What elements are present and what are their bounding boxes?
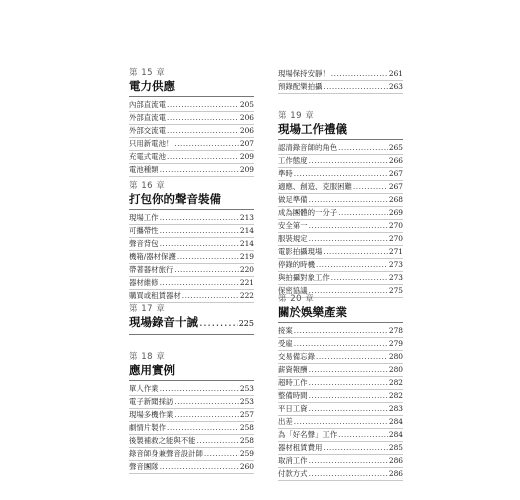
entry-label: 出差 xyxy=(278,417,293,426)
leader-dots xyxy=(353,181,388,193)
entry-label: 預錄配樂拍攝 xyxy=(278,82,323,91)
chapter-number: 第 15 章 xyxy=(129,68,166,78)
chapter-18 xyxy=(129,352,254,474)
entry-label: 外部交流電 xyxy=(129,126,166,135)
entry-label: 帶著器材旅行 xyxy=(129,265,174,274)
leader-dots xyxy=(309,455,388,467)
entry-label: 現場保持安靜！ xyxy=(278,69,330,78)
toc-entry[interactable] xyxy=(129,448,254,461)
chapter-number: 第 16 章 xyxy=(129,181,166,191)
chapter-number: 第 20 章 xyxy=(278,294,315,304)
entry-page: 282 xyxy=(388,378,403,387)
entry-label: 停錄的時機 xyxy=(278,260,315,269)
entry-page: 253 xyxy=(239,384,254,393)
toc-entry[interactable] xyxy=(129,212,254,225)
entry-page: 271 xyxy=(388,247,403,256)
entry-label: 器材維修 xyxy=(129,278,159,287)
toc-entry[interactable] xyxy=(278,416,403,429)
toc-entry[interactable] xyxy=(278,272,403,285)
leader-dots xyxy=(160,212,239,224)
entry-label: 聲音團隊 xyxy=(129,462,159,471)
leader-dots xyxy=(174,138,239,150)
entry-page: 206 xyxy=(239,126,254,135)
leader-dots xyxy=(294,416,388,428)
entry-page: 221 xyxy=(239,278,254,287)
entry-label: 取消工作 xyxy=(278,456,308,465)
entry-label: 單人作業 xyxy=(129,384,159,393)
toc-entry[interactable] xyxy=(278,246,403,259)
leader-dots xyxy=(309,194,388,206)
entry-page: 206 xyxy=(239,113,254,122)
entry-label: 只用新電池！ xyxy=(129,139,174,148)
chapter-title: 電力供應 xyxy=(129,79,254,97)
entry-page: 214 xyxy=(239,226,254,235)
toc-entry[interactable] xyxy=(278,142,403,155)
leader-dots xyxy=(174,396,239,408)
toc-entry[interactable] xyxy=(129,151,254,164)
chapter-title: 打包你的聲音裝備 xyxy=(129,192,254,210)
entry-label: 機箱/器材保護 xyxy=(129,252,176,261)
chapter-number: 第 19 章 xyxy=(278,111,315,121)
leader-dots xyxy=(338,142,388,154)
entry-label: 工作態度 xyxy=(278,156,308,165)
entry-page: 263 xyxy=(388,82,403,91)
entry-page: 260 xyxy=(239,462,254,471)
entry-page: 219 xyxy=(239,252,254,261)
chapter-number: 第 18 章 xyxy=(129,352,166,362)
entry-label: 電影拍攝現場 xyxy=(278,247,323,256)
leader-dots xyxy=(309,377,388,389)
leader-dots xyxy=(338,429,388,441)
entry-label: 現場多機作業 xyxy=(129,410,174,419)
entry-page: 225 xyxy=(238,319,254,328)
toc-entry[interactable] xyxy=(129,112,254,125)
leader-dots xyxy=(338,207,388,219)
entry-page: 261 xyxy=(388,69,403,78)
toc-entry[interactable] xyxy=(129,461,254,474)
entry-label: 器材租賃費用 xyxy=(278,443,323,452)
toc-entry[interactable] xyxy=(278,338,403,351)
entry-page: 267 xyxy=(388,169,403,178)
toc-entry[interactable] xyxy=(129,125,254,138)
entry-page: 259 xyxy=(239,449,254,458)
entry-label: 受雇 xyxy=(278,339,293,348)
leader-dots xyxy=(160,164,239,176)
toc-entry[interactable] xyxy=(129,164,254,177)
leader-dots xyxy=(160,277,239,289)
leader-dots xyxy=(331,272,388,284)
chapter-title: 關於娛樂產業 xyxy=(278,305,403,323)
entry-page: 267 xyxy=(388,182,403,191)
toc-entry[interactable] xyxy=(278,390,403,403)
leader-dots xyxy=(309,403,388,415)
entry-page: 270 xyxy=(388,221,403,230)
toc-entry[interactable] xyxy=(278,194,403,207)
entry-label: 購買或租賃器材 xyxy=(129,291,181,300)
entry-page: 265 xyxy=(388,143,403,152)
entry-label: 後製補救之能與不能 xyxy=(129,436,196,445)
entry-label: 現場工作 xyxy=(129,213,159,222)
toc-entry[interactable] xyxy=(278,168,403,181)
entry-label: 與拍攝對象工作 xyxy=(278,273,330,282)
entry-page: 253 xyxy=(239,397,254,406)
leader-dots xyxy=(323,81,388,93)
entry-page: 269 xyxy=(388,208,403,217)
toc-entry[interactable] xyxy=(278,442,403,455)
toc-entry[interactable] xyxy=(278,403,403,416)
entry-page: 283 xyxy=(388,404,403,413)
entry-page: 278 xyxy=(388,326,403,335)
toc-entry[interactable] xyxy=(129,422,254,435)
entry-label: 電池種類 xyxy=(129,165,159,174)
toc-entry[interactable] xyxy=(278,468,403,481)
chapter-title: 應用實例 xyxy=(129,363,254,381)
leader-dots xyxy=(160,225,239,237)
leader-dots xyxy=(167,112,239,124)
toc-entry[interactable] xyxy=(278,455,403,468)
chapter-15 xyxy=(129,68,254,177)
leader-dots xyxy=(199,315,238,329)
chapter-19 xyxy=(278,111,403,298)
entry-page: 282 xyxy=(388,391,403,400)
entry-label: 安全第一 xyxy=(278,221,308,230)
chapter-title-entry[interactable] xyxy=(129,315,254,335)
leader-dots xyxy=(197,435,239,447)
entry-label: 超時工作 xyxy=(278,378,308,387)
leader-dots xyxy=(182,290,239,302)
leader-dots xyxy=(331,68,388,80)
leader-dots xyxy=(294,325,388,337)
toc-entry[interactable] xyxy=(129,264,254,277)
entry-label: 平日工資 xyxy=(278,404,308,413)
toc-entry[interactable] xyxy=(129,99,254,112)
entry-label: 內部直流電 xyxy=(129,100,166,109)
entry-label: 充電式電池 xyxy=(129,152,166,161)
leader-dots xyxy=(323,246,388,258)
leader-dots xyxy=(309,364,388,376)
toc-entry[interactable] xyxy=(129,435,254,448)
toc-entry[interactable] xyxy=(278,233,403,246)
leader-dots xyxy=(309,468,388,480)
entry-label: 交易備忘錄 xyxy=(278,352,315,361)
entry-page: 284 xyxy=(388,430,403,439)
toc-entry[interactable] xyxy=(278,181,403,194)
entry-label: 電子新聞採訪 xyxy=(129,397,174,406)
toc-entry[interactable] xyxy=(129,383,254,396)
toc-entry[interactable] xyxy=(278,259,403,272)
entry-label: 做足準備 xyxy=(278,195,308,204)
entry-page: 280 xyxy=(388,365,403,374)
toc-entry[interactable] xyxy=(129,396,254,409)
leader-dots xyxy=(294,168,388,180)
entry-page: 275 xyxy=(388,286,403,295)
entry-page: 285 xyxy=(388,443,403,452)
toc-entry[interactable] xyxy=(129,277,254,290)
entry-page: 273 xyxy=(388,260,403,269)
chapter-16 xyxy=(129,181,254,303)
toc-entry[interactable] xyxy=(129,225,254,238)
toc-entry[interactable] xyxy=(278,155,403,168)
leader-dots xyxy=(160,461,239,473)
leader-dots xyxy=(309,390,388,402)
entry-label: 保密協議 xyxy=(278,286,308,295)
entry-page: 257 xyxy=(239,410,254,419)
entry-page: 214 xyxy=(239,239,254,248)
leader-dots xyxy=(160,238,239,250)
leader-dots xyxy=(309,233,388,245)
entry-page: 222 xyxy=(239,291,254,300)
toc-entry[interactable] xyxy=(278,351,403,364)
toc-entry[interactable] xyxy=(278,81,403,94)
leader-dots xyxy=(167,422,239,434)
entry-page: 284 xyxy=(388,417,403,426)
entry-page: 266 xyxy=(388,156,403,165)
toc-entry[interactable] xyxy=(278,429,403,442)
toc-entry[interactable] xyxy=(129,251,254,264)
leader-dots xyxy=(323,442,388,454)
entry-page: 286 xyxy=(388,469,403,478)
leader-dots xyxy=(309,220,388,232)
chapter-title: 現場工作禮儀 xyxy=(278,122,403,140)
chapter-number: 第 17 章 xyxy=(129,304,166,314)
toc-entry[interactable] xyxy=(129,409,254,422)
chapter-20 xyxy=(278,294,403,481)
chapter-title: 現場錄音十誡 xyxy=(129,315,198,329)
entry-page: 280 xyxy=(388,352,403,361)
leader-dots xyxy=(294,338,388,350)
toc-entry[interactable] xyxy=(278,364,403,377)
toc-entry[interactable] xyxy=(278,220,403,233)
toc-entry[interactable] xyxy=(278,207,403,220)
leader-dots xyxy=(167,99,239,111)
entry-label: 服裝規定 xyxy=(278,234,308,243)
entry-label: 為「好名聲」工作 xyxy=(278,430,338,439)
toc-entry[interactable] xyxy=(278,68,403,81)
chapter-17 xyxy=(129,304,254,337)
leader-dots xyxy=(177,251,239,263)
entry-label: 適應、創造、克服困難 xyxy=(278,182,352,191)
entry-page: 279 xyxy=(388,339,403,348)
leader-dots xyxy=(174,409,239,421)
toc-entry[interactable] xyxy=(278,377,403,390)
entry-page: 258 xyxy=(239,436,254,445)
entry-page: 213 xyxy=(239,213,254,222)
entry-page: 209 xyxy=(239,152,254,161)
entry-page: 268 xyxy=(388,195,403,204)
entry-label: 付款方式 xyxy=(278,469,308,478)
entry-page: 286 xyxy=(388,456,403,465)
entry-page: 270 xyxy=(388,234,403,243)
leader-dots xyxy=(167,151,239,163)
entry-label: 接案 xyxy=(278,326,293,335)
toc-entry[interactable] xyxy=(129,138,254,151)
entry-label: 可攜帶性 xyxy=(129,226,159,235)
entry-page: 273 xyxy=(388,273,403,282)
leader-dots xyxy=(167,125,239,137)
entry-label: 錄音師身兼聲音設計師 xyxy=(129,449,203,458)
entry-label: 外部直流電 xyxy=(129,113,166,122)
entry-page: 209 xyxy=(239,165,254,174)
toc-entry[interactable] xyxy=(129,238,254,251)
toc-entry[interactable] xyxy=(278,325,403,338)
entry-page: 220 xyxy=(239,265,254,274)
entry-page: 207 xyxy=(239,139,254,148)
entry-label: 認清錄音師的角色 xyxy=(278,143,338,152)
entry-label: 成為團體的一分子 xyxy=(278,208,338,217)
leader-dots xyxy=(204,448,239,460)
leader-dots xyxy=(174,264,239,276)
leader-dots xyxy=(309,155,388,167)
entry-label: 準時 xyxy=(278,169,293,178)
leader-dots xyxy=(160,383,239,395)
entry-label: 劇情片製作 xyxy=(129,423,166,432)
entry-label: 整備時間 xyxy=(278,391,308,400)
entry-page: 205 xyxy=(239,100,254,109)
entry-page: 258 xyxy=(239,423,254,432)
toc-entry[interactable] xyxy=(129,290,254,303)
entry-label: 聲音背包 xyxy=(129,239,159,248)
leader-dots xyxy=(316,351,388,363)
chapter-18-continued xyxy=(278,68,403,94)
leader-dots xyxy=(316,259,388,271)
entry-label: 薪資報酬 xyxy=(278,365,308,374)
